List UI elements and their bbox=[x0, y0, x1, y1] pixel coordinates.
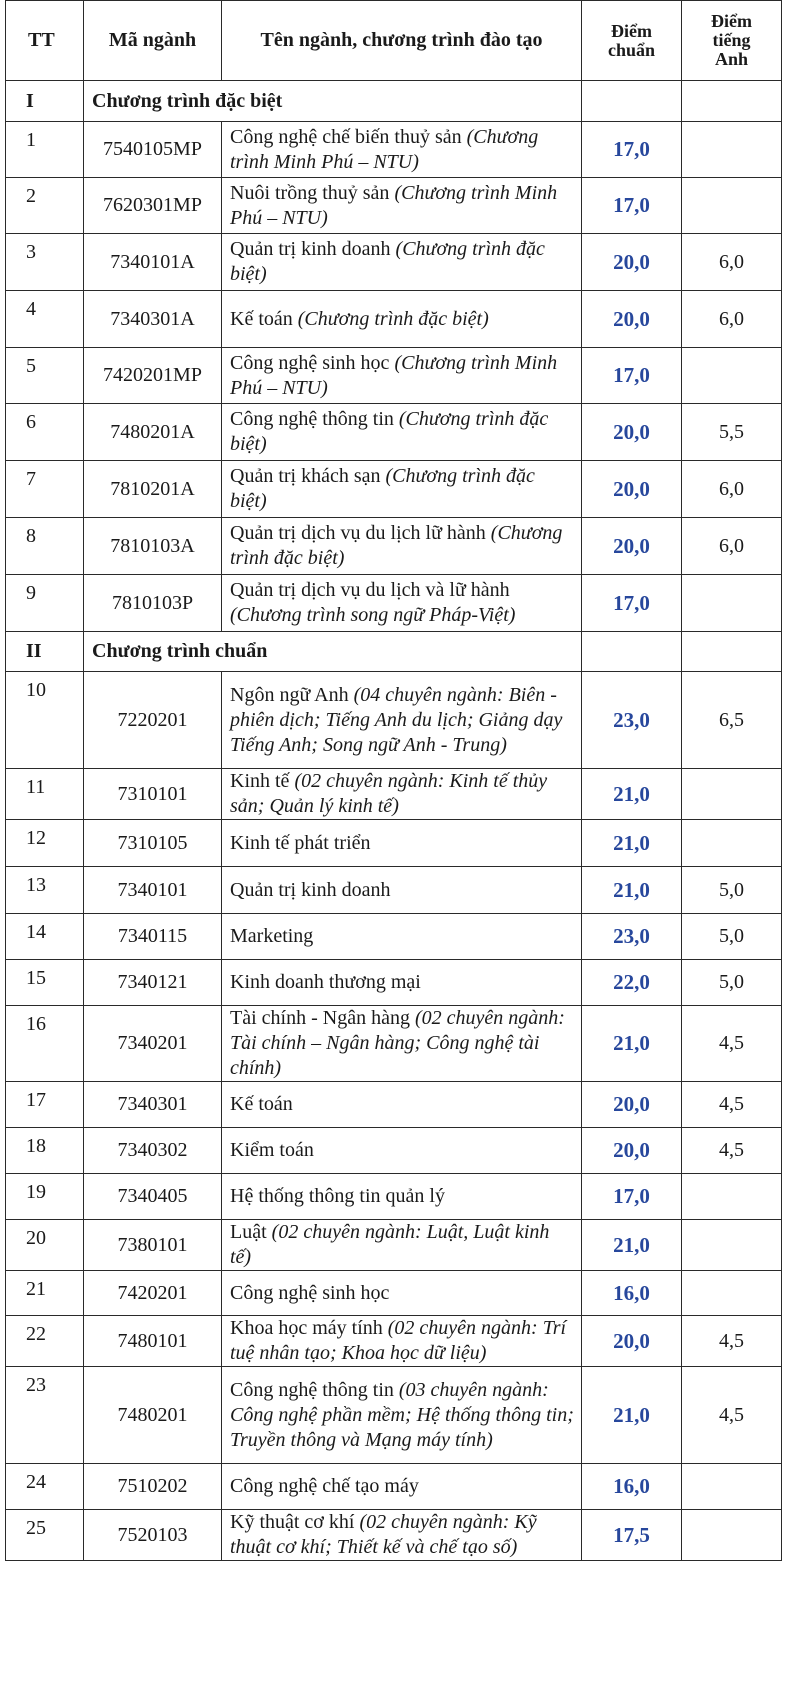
row-number: 23 bbox=[6, 1367, 84, 1464]
english-score bbox=[682, 122, 782, 178]
cutoff-score: 21,0 bbox=[582, 1220, 682, 1271]
cutoff-score: 20,0 bbox=[582, 404, 682, 461]
program-name: Tài chính - Ngân hàng bbox=[230, 1007, 415, 1029]
header-english-score bbox=[682, 1, 782, 81]
program-note: (02 chuyên ngành: Trí tuệ nhân tạo; Khoa học dữ liệu) bbox=[230, 1317, 567, 1364]
table-row bbox=[6, 1316, 782, 1367]
program-code: 7520103 bbox=[84, 1510, 222, 1561]
program-code: 7340201 bbox=[84, 1006, 222, 1082]
english-score: 4,5 bbox=[682, 1367, 782, 1464]
program-name: Marketing bbox=[230, 925, 314, 947]
english-score: 5,0 bbox=[682, 914, 782, 960]
cutoff-score: 22,0 bbox=[582, 960, 682, 1006]
english-score bbox=[682, 1174, 782, 1220]
header-eng-line2: tiếng bbox=[712, 30, 751, 50]
row-number: 10 bbox=[6, 672, 84, 769]
table-row bbox=[6, 769, 782, 820]
row-number: 1 bbox=[6, 122, 84, 178]
header-eng-line1: Điểm bbox=[711, 11, 752, 31]
program-name: Ngôn ngữ Anh bbox=[230, 683, 354, 706]
table-row bbox=[6, 914, 782, 960]
program-name: Công nghệ chế tạo máy bbox=[230, 1475, 419, 1497]
cutoff-score: 20,0 bbox=[582, 461, 682, 518]
program-name: Kỹ thuật cơ khí bbox=[230, 1511, 360, 1533]
program-note: (Chương trình đặc biệt) bbox=[297, 307, 489, 330]
table-row bbox=[6, 1128, 782, 1174]
english-score bbox=[682, 348, 782, 404]
program-name-cell bbox=[222, 1510, 582, 1561]
program-code: 7340301 bbox=[84, 1082, 222, 1128]
program-code: 7420201 bbox=[84, 1271, 222, 1316]
program-note: (03 chuyên ngành: Công nghệ phần mềm; Hệ thống thông tin; Truyền thông và Mạng máy tính) bbox=[230, 1378, 574, 1451]
program-name: Kinh tế bbox=[230, 770, 295, 792]
cutoff-score: 20,0 bbox=[582, 1082, 682, 1128]
row-number: 12 bbox=[6, 820, 84, 867]
table-row bbox=[6, 291, 782, 348]
english-score bbox=[682, 178, 782, 234]
program-name-cell bbox=[222, 178, 582, 234]
program-name: Nuôi trồng thuỷ sản bbox=[230, 181, 395, 204]
cutoff-score: 20,0 bbox=[582, 234, 682, 291]
section-row bbox=[6, 632, 782, 672]
program-code: 7480201A bbox=[84, 404, 222, 461]
program-name-cell bbox=[222, 461, 582, 518]
program-code: 7380101 bbox=[84, 1220, 222, 1271]
header-code: Mã ngành bbox=[84, 1, 222, 81]
section-title: Chương trình chuẩn bbox=[84, 632, 582, 672]
cutoff-score: 17,5 bbox=[582, 1510, 682, 1561]
program-code: 7540105MP bbox=[84, 122, 222, 178]
header-eng-line3: Anh bbox=[714, 49, 749, 69]
cutoff-score: 21,0 bbox=[582, 820, 682, 867]
cutoff-score: 17,0 bbox=[582, 122, 682, 178]
program-name-cell bbox=[222, 1367, 582, 1464]
row-number: 11 bbox=[6, 769, 84, 820]
program-name: Luật bbox=[230, 1221, 272, 1243]
english-score bbox=[682, 820, 782, 867]
program-name: Quản trị dịch vụ du lịch lữ hành bbox=[230, 522, 491, 544]
table-row bbox=[6, 1510, 782, 1561]
english-score: 4,5 bbox=[682, 1316, 782, 1367]
program-name-cell bbox=[222, 1082, 582, 1128]
row-number: 2 bbox=[6, 178, 84, 234]
section-score-cell bbox=[582, 632, 682, 672]
section-score-cell bbox=[582, 81, 682, 122]
table-row bbox=[6, 1006, 782, 1082]
row-number: 17 bbox=[6, 1082, 84, 1128]
row-number: 5 bbox=[6, 348, 84, 404]
cutoff-score: 20,0 bbox=[582, 1316, 682, 1367]
row-number: 16 bbox=[6, 1006, 84, 1082]
section-title: Chương trình đặc biệt bbox=[84, 81, 582, 122]
program-code: 7340121 bbox=[84, 960, 222, 1006]
program-note: (02 chuyên ngành: Tài chính – Ngân hàng; Công nghệ tài chính) bbox=[230, 1007, 565, 1079]
row-number: 19 bbox=[6, 1174, 84, 1220]
header-tt: TT bbox=[6, 1, 84, 81]
header-score-line1: Điểm bbox=[611, 20, 652, 41]
program-name-cell bbox=[222, 575, 582, 632]
cutoff-score: 21,0 bbox=[582, 769, 682, 820]
row-number: 25 bbox=[6, 1510, 84, 1561]
program-name: Công nghệ thông tin bbox=[230, 408, 399, 430]
program-note: (Chương trình song ngữ Pháp-Việt) bbox=[230, 604, 516, 626]
table-row bbox=[6, 867, 782, 914]
program-name-cell bbox=[222, 1128, 582, 1174]
program-code: 7310105 bbox=[84, 820, 222, 867]
table-row bbox=[6, 1464, 782, 1510]
program-code: 7810103P bbox=[84, 575, 222, 632]
program-note: (Chương trình Minh Phú – NTU) bbox=[230, 351, 558, 399]
row-number: 9 bbox=[6, 575, 84, 632]
program-note: (02 chuyên ngành: Kinh tế thủy sản; Quản lý kinh tế) bbox=[230, 770, 548, 817]
english-score: 5,0 bbox=[682, 867, 782, 914]
english-score bbox=[682, 1510, 782, 1561]
program-name: Kinh doanh thương mại bbox=[230, 971, 421, 993]
cutoff-score: 20,0 bbox=[582, 1128, 682, 1174]
program-name: Công nghệ thông tin bbox=[230, 1378, 399, 1401]
table-row bbox=[6, 461, 782, 518]
cutoff-score: 16,0 bbox=[582, 1464, 682, 1510]
english-score bbox=[682, 1220, 782, 1271]
program-name: Quản trị dịch vụ du lịch và lữ hành bbox=[230, 579, 510, 601]
cutoff-score: 17,0 bbox=[582, 178, 682, 234]
program-note: (Chương trình đặc biệt) bbox=[230, 238, 545, 285]
program-name-cell bbox=[222, 518, 582, 575]
program-code: 7310101 bbox=[84, 769, 222, 820]
cutoff-score: 23,0 bbox=[582, 914, 682, 960]
cutoff-score: 17,0 bbox=[582, 348, 682, 404]
section-number: I bbox=[6, 81, 84, 122]
program-name-cell bbox=[222, 122, 582, 178]
cutoff-score: 23,0 bbox=[582, 672, 682, 769]
cutoff-score: 17,0 bbox=[582, 1174, 682, 1220]
cutoff-score: 21,0 bbox=[582, 1006, 682, 1082]
program-note: (04 chuyên ngành: Biên - phiên dịch; Tiếng Anh du lịch; Giảng dạy Tiếng Anh; Song ngữ Anh - Trung) bbox=[230, 683, 563, 756]
english-score: 6,0 bbox=[682, 518, 782, 575]
program-code: 7340115 bbox=[84, 914, 222, 960]
program-name-cell bbox=[222, 1464, 582, 1510]
row-number: 24 bbox=[6, 1464, 84, 1510]
program-name: Quản trị kinh doanh bbox=[230, 878, 391, 901]
table-row bbox=[6, 960, 782, 1006]
section-row bbox=[6, 81, 782, 122]
table-row bbox=[6, 1220, 782, 1271]
program-name: Quản trị kinh doanh bbox=[230, 238, 396, 260]
header-score-line2: chuẩn bbox=[607, 39, 656, 60]
program-code: 7420201MP bbox=[84, 348, 222, 404]
admission-score-table bbox=[5, 0, 782, 1561]
program-name: Kinh tế phát triển bbox=[230, 831, 371, 854]
program-name-cell bbox=[222, 404, 582, 461]
row-number: 14 bbox=[6, 914, 84, 960]
program-name: Công nghệ sinh học bbox=[230, 1281, 390, 1304]
table-row bbox=[6, 122, 782, 178]
english-score: 6,0 bbox=[682, 291, 782, 348]
row-number: 6 bbox=[6, 404, 84, 461]
program-code: 7810103A bbox=[84, 518, 222, 575]
table-row bbox=[6, 348, 782, 404]
table-row bbox=[6, 1082, 782, 1128]
cutoff-score: 16,0 bbox=[582, 1271, 682, 1316]
program-name-cell bbox=[222, 1220, 582, 1271]
program-note: (Chương trình đặc biệt) bbox=[230, 408, 549, 455]
table-row bbox=[6, 1367, 782, 1464]
row-number: 4 bbox=[6, 291, 84, 348]
table-header-row bbox=[6, 1, 782, 81]
program-note: (Chương trình Minh Phú – NTU) bbox=[230, 125, 539, 173]
cutoff-score: 20,0 bbox=[582, 291, 682, 348]
program-name-cell bbox=[222, 769, 582, 820]
row-number: 22 bbox=[6, 1316, 84, 1367]
english-score: 5,5 bbox=[682, 404, 782, 461]
english-score: 4,5 bbox=[682, 1128, 782, 1174]
program-name: Kế toán bbox=[230, 307, 298, 330]
table-row bbox=[6, 820, 782, 867]
row-number: 15 bbox=[6, 960, 84, 1006]
table-row bbox=[6, 672, 782, 769]
program-code: 7340302 bbox=[84, 1128, 222, 1174]
english-score: 6,5 bbox=[682, 672, 782, 769]
cutoff-score: 17,0 bbox=[582, 575, 682, 632]
program-name-cell bbox=[222, 1271, 582, 1316]
english-score: 4,5 bbox=[682, 1082, 782, 1128]
program-name-cell bbox=[222, 234, 582, 291]
program-name-cell bbox=[222, 291, 582, 348]
table-row bbox=[6, 575, 782, 632]
program-note: (02 chuyên ngành: Luật, Luật kinh tế) bbox=[230, 1221, 550, 1268]
program-name: Kế toán bbox=[230, 1093, 293, 1115]
english-score bbox=[682, 1271, 782, 1316]
table-row bbox=[6, 518, 782, 575]
row-number: 18 bbox=[6, 1128, 84, 1174]
program-name: Công nghệ sinh học bbox=[230, 351, 395, 374]
program-name-cell bbox=[222, 867, 582, 914]
header-score bbox=[582, 1, 682, 81]
table-row bbox=[6, 1174, 782, 1220]
row-number: 21 bbox=[6, 1271, 84, 1316]
program-name-cell bbox=[222, 1006, 582, 1082]
cutoff-score: 21,0 bbox=[582, 1367, 682, 1464]
program-code: 7340301A bbox=[84, 291, 222, 348]
english-score bbox=[682, 1464, 782, 1510]
program-name: Hệ thống thông tin quản lý bbox=[230, 1185, 445, 1207]
program-code: 7620301MP bbox=[84, 178, 222, 234]
table-row bbox=[6, 178, 782, 234]
program-name-cell bbox=[222, 960, 582, 1006]
row-number: 20 bbox=[6, 1220, 84, 1271]
english-score bbox=[682, 769, 782, 820]
row-number: 7 bbox=[6, 461, 84, 518]
section-english-cell bbox=[682, 81, 782, 122]
program-code: 7340101A bbox=[84, 234, 222, 291]
program-code: 7510202 bbox=[84, 1464, 222, 1510]
english-score: 6,0 bbox=[682, 234, 782, 291]
program-code: 7340405 bbox=[84, 1174, 222, 1220]
program-code: 7480101 bbox=[84, 1316, 222, 1367]
english-score: 5,0 bbox=[682, 960, 782, 1006]
header-name: Tên ngành, chương trình đào tạo bbox=[222, 1, 582, 81]
row-number: 8 bbox=[6, 518, 84, 575]
cutoff-score: 20,0 bbox=[582, 518, 682, 575]
table-row bbox=[6, 1271, 782, 1316]
table-row bbox=[6, 404, 782, 461]
row-number: 13 bbox=[6, 867, 84, 914]
program-code: 7480201 bbox=[84, 1367, 222, 1464]
program-name-cell bbox=[222, 1316, 582, 1367]
english-score: 6,0 bbox=[682, 461, 782, 518]
english-score bbox=[682, 575, 782, 632]
program-name: Quản trị khách sạn bbox=[230, 465, 386, 487]
program-note: (Chương trình đặc biệt) bbox=[230, 522, 563, 569]
section-english-cell bbox=[682, 632, 782, 672]
program-note: (02 chuyên ngành: Kỹ thuật cơ khí; Thiết kế và chế tạo số) bbox=[230, 1511, 537, 1558]
table-body bbox=[6, 81, 782, 1561]
english-score: 4,5 bbox=[682, 1006, 782, 1082]
program-note: (Chương trình Minh Phú – NTU) bbox=[230, 181, 558, 229]
program-note: (Chương trình đặc biệt) bbox=[230, 465, 535, 512]
program-name-cell bbox=[222, 348, 582, 404]
program-name-cell bbox=[222, 820, 582, 867]
program-code: 7220201 bbox=[84, 672, 222, 769]
program-name: Công nghệ chế biến thuỷ sản bbox=[230, 125, 467, 148]
program-code: 7340101 bbox=[84, 867, 222, 914]
program-name: Kiểm toán bbox=[230, 1139, 314, 1161]
row-number: 3 bbox=[6, 234, 84, 291]
cutoff-score: 21,0 bbox=[582, 867, 682, 914]
program-name-cell bbox=[222, 1174, 582, 1220]
table-row bbox=[6, 234, 782, 291]
program-name-cell bbox=[222, 914, 582, 960]
program-name: Khoa học máy tính bbox=[230, 1317, 388, 1339]
program-code: 7810201A bbox=[84, 461, 222, 518]
section-number: II bbox=[6, 632, 84, 672]
program-name-cell bbox=[222, 672, 582, 769]
